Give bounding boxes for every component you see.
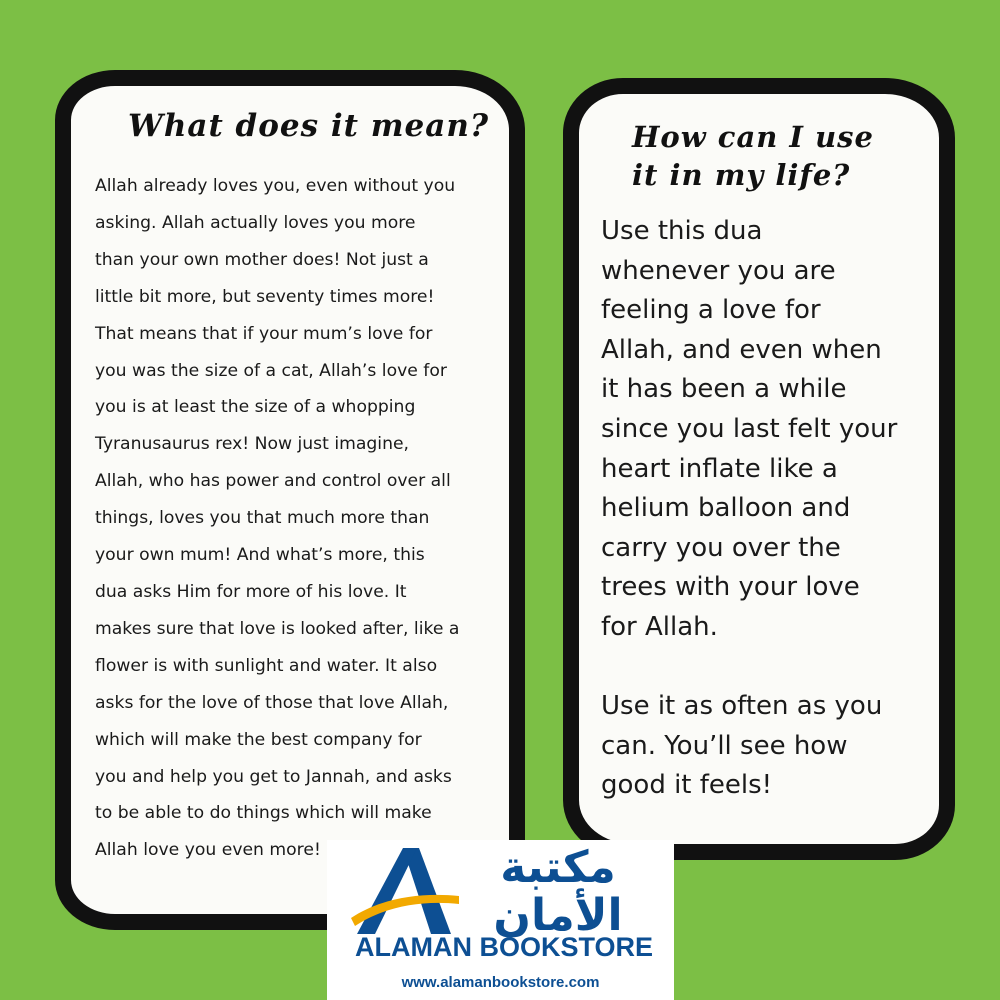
paragraph-gap xyxy=(601,648,931,688)
right-line: trees with your love xyxy=(601,572,860,603)
right-line: Use it as often as you xyxy=(601,691,883,722)
right-line: can. You’ll see how xyxy=(601,730,848,761)
right-line: for Allah. xyxy=(601,611,718,642)
left-line: you and help you get to Jannah, and asks xyxy=(95,766,452,787)
right-card-heading xyxy=(632,118,874,194)
left-line: Allah love you even more! xyxy=(95,840,321,861)
right-line: good it feels! xyxy=(601,770,773,801)
right-heading-line1: How can I use xyxy=(632,120,874,154)
right-line: feeling a love for xyxy=(601,295,821,326)
right-line: carry you over the xyxy=(601,532,841,563)
logo-arabic-line2: الأمان xyxy=(493,890,623,941)
logo-arabic-text xyxy=(458,844,658,940)
left-card-body xyxy=(95,168,495,869)
right-card-body xyxy=(601,212,931,806)
left-line: you was the size of a cat, Allah’s love for xyxy=(95,360,447,381)
left-card-heading: What does it mean? xyxy=(128,108,490,144)
left-line: asking. Allah actually loves you more xyxy=(95,212,416,233)
right-heading-line2: it in my life? xyxy=(632,158,851,192)
left-line: Allah, who has power and control over all xyxy=(95,471,451,492)
left-line: things, loves you that much more than xyxy=(95,508,430,529)
left-line: you is at least the size of a whopping xyxy=(95,397,416,418)
right-line: heart inflate like a xyxy=(601,453,838,484)
left-line: makes sure that love is looked after, like a xyxy=(95,618,460,639)
left-line: asks for the love of those that love Allah, xyxy=(95,692,449,713)
left-line: little bit more, but seventy times more! xyxy=(95,286,435,307)
right-line: it has been a while xyxy=(601,374,847,405)
logo-arabic-line1: مكتبة xyxy=(500,842,616,893)
left-line: That means that if your mum’s love for xyxy=(95,323,433,344)
right-line: since you last felt your xyxy=(601,413,898,444)
left-line: to be able to do things which will make xyxy=(95,803,432,824)
left-line: Allah already loves you, even without you xyxy=(95,176,456,196)
right-line: whenever you are xyxy=(601,255,836,286)
logo-a-icon xyxy=(351,846,461,938)
left-line: dua asks Him for more of his love. It xyxy=(95,581,407,602)
bookstore-logo xyxy=(327,840,674,1000)
right-line: helium balloon and xyxy=(601,493,851,524)
right-line: Allah, and even when xyxy=(601,334,882,365)
left-line: than your own mother does! Not just a xyxy=(95,249,429,270)
left-line: which will make the best company for xyxy=(95,729,422,750)
left-line: your own mum! And what’s more, this xyxy=(95,545,425,566)
logo-url[interactable]: www.alamanbookstore.com xyxy=(401,974,600,991)
left-line: flower is with sunlight and water. It also xyxy=(95,655,438,676)
logo-name: ALAMAN BOOKSTORE xyxy=(355,932,654,962)
left-line: Tyranusaurus rex! Now just imagine, xyxy=(95,434,410,455)
right-line: Use this dua xyxy=(601,216,763,246)
